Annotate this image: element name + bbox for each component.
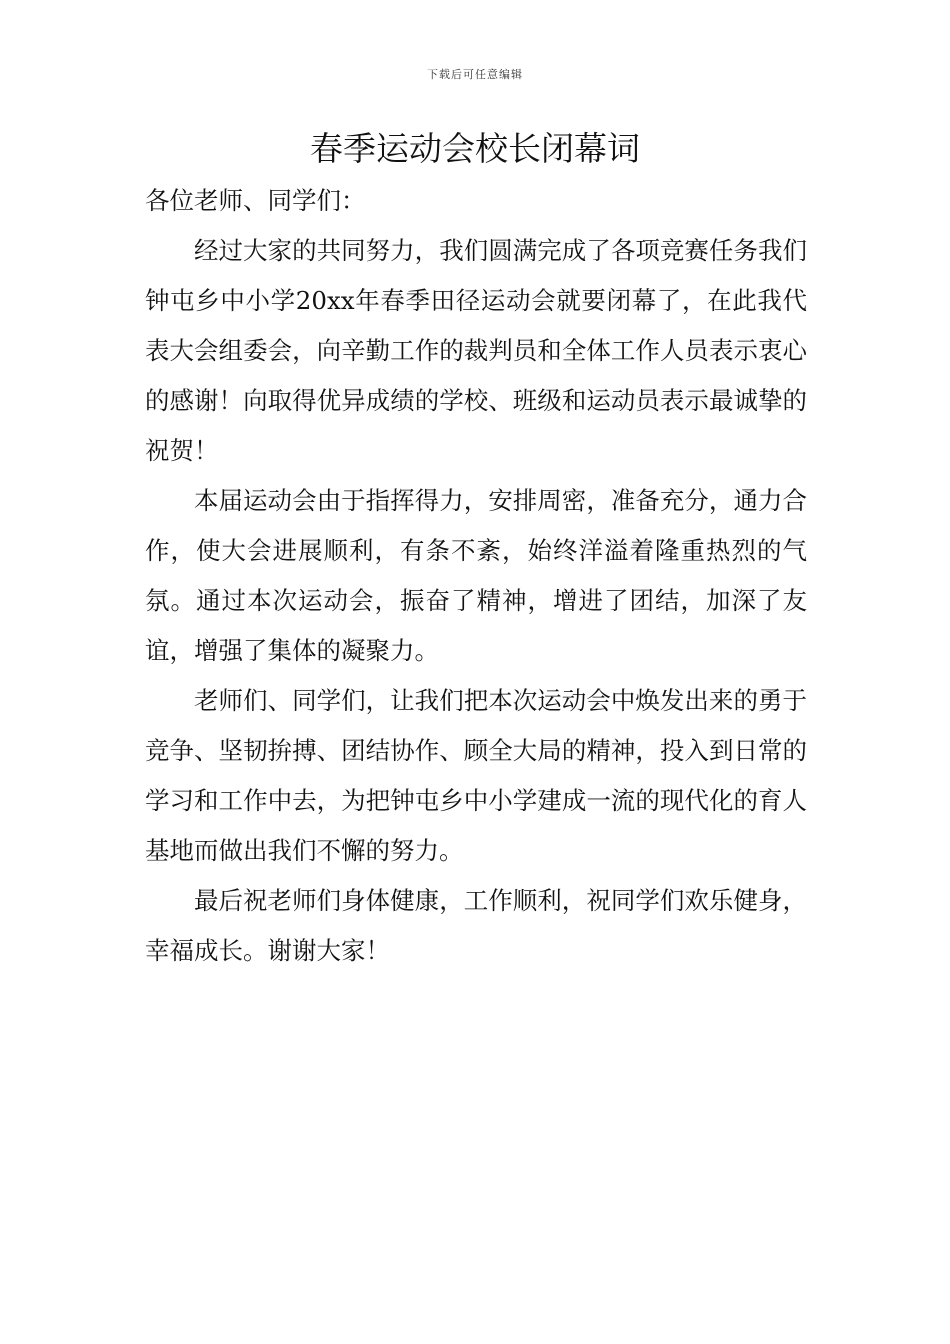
paragraph-4: 最后祝老师们身体健康，工作顺利，祝同学们欢乐健身，幸福成长。谢谢大家！	[145, 886, 807, 965]
paragraph-2: 本届运动会由于指挥得力，安排周密，准备充分，通力合作，使大会进展顺利，有条不紊，始终洋溢着隆重热烈的气氛。通过本次运动会，振奋了精神，增进了团结，加深了友谊，增强了集体的凝聚力。	[145, 486, 807, 665]
header-note: 下载后可任意编辑	[427, 68, 523, 81]
document-title: 春季运动会校长闭幕词	[310, 129, 640, 168]
paragraph-1: 经过大家的共同努力，我们圆满完成了各项竞赛任务我们钟屯乡中小学20xx年春季田径运动会就要闭幕了，在此我代表大会组委会，向辛勤工作的裁判员和全体工作人员表示衷心的感谢！向取得优异成绩的学校、班级和运动员表示最诚挚的祝贺！	[145, 236, 807, 465]
document-body	[145, 176, 807, 976]
salutation: 各位老师、同学们：	[145, 186, 366, 215]
paragraph-3: 老师们、同学们，让我们把本次运动会中焕发出来的勇于竞争、坚韧拚搏、团结协作、顾全大局的精神，投入到日常的学习和工作中去，为把钟屯乡中小学建成一流的现代化的育人基地而做出我们不懈的努力。	[145, 686, 807, 865]
